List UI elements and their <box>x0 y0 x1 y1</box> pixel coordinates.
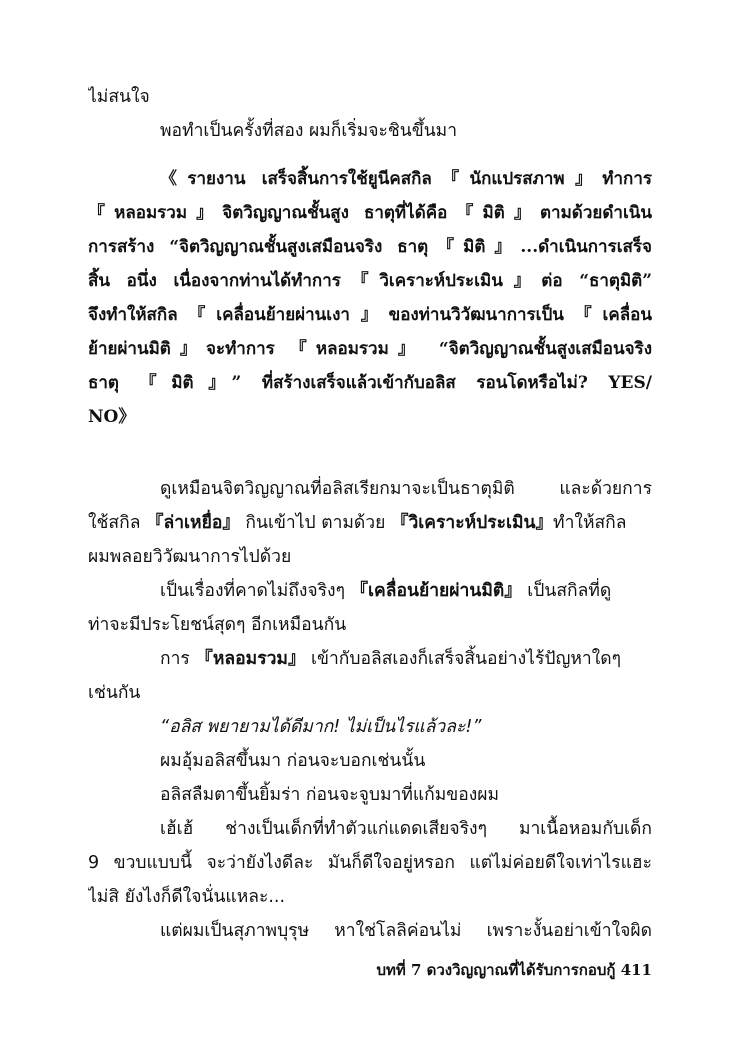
text-line <box>88 506 652 540</box>
system-line: จึงทำให้สกิล『เคลื่อนย้ายผ่านเงา』ของท่านวิวัฒนาการเป็น『เคลื่อน <box>88 305 652 325</box>
text-line: ท่าจะมีประโยชน์สุดๆ อีกเหมือนกัน <box>88 615 347 635</box>
skill-name: 『หลอมรวม』 <box>195 649 306 669</box>
dialogue-line: “อลิส พยายามได้ดีมาก! ไม่เป็นไรแล้วละ!” <box>160 717 482 737</box>
text-line: เฮ้เฮ้ ช่างเป็นเด็กที่ทำตัวแก่แดดเสียจริงๆ มาเนื้อหอมกับเด็ก <box>160 819 652 839</box>
text-line <box>88 574 652 608</box>
system-line: ย้ายผ่านมิติ』จะทำการ 『หลอมรวม』 “จิตวิญญาณชั้นสูงเสมือนจริง <box>88 339 652 359</box>
page-body <box>88 80 652 948</box>
text-line: ไม่สิ ยังไงก็ดีใจนั่นแหละ... <box>88 887 286 907</box>
skill-name: 『เคลื่อนย้ายผ่านมิติ』 <box>350 581 522 601</box>
text-span: การ <box>160 649 196 669</box>
skill-name: 『ล่าเหยื่อ』 <box>146 513 240 533</box>
skill-name: 『วิเคราะห์ประเมิน』 <box>390 513 554 533</box>
text-line: แต่ผมเป็นสุภาพบุรุษ หาใช่โลลิค่อนไม่ เพราะงั้นอย่าเข้าใจผิด <box>160 921 652 941</box>
system-line: NO》 <box>88 407 136 427</box>
text-span: เป็นสกิลที่ดู <box>521 581 612 601</box>
page-footer: บทที่ 7 ดวงวิญญาณที่ได้รับการกอบกู้ 411 <box>376 961 652 979</box>
text-span: กินเข้าไป ตามด้วย <box>239 513 391 533</box>
system-message <box>88 162 652 434</box>
text-line <box>88 642 652 676</box>
system-line: 『หลอมรวม』จิตวิญญาณชั้นสูง ธาตุที่ได้คือ『มิติ』ตามด้วยดำเนิน <box>88 203 652 223</box>
system-line: สิ้น อนึ่ง เนื่องจากท่านได้ทำการ『วิเคราะห์ประเมิน』ต่อ “ธาตุมิติ” <box>88 271 652 291</box>
text-line: 9 ขวบแบบนี้ จะว่ายังไงดีละ มันก็ดีใจอยู่หรอก แต่ไม่ค่อยดีใจเท่าไรแฮะ <box>88 853 652 873</box>
text-line: ไม่สนใจ <box>88 87 150 107</box>
system-line: การสร้าง “จิตวิญญาณชั้นสูงเสมือนจริง ธาตุ『มิติ』...ดำเนินการเสร็จ <box>88 237 652 257</box>
system-line: ธาตุ 『มิติ』” ที่สร้างเสร็จแล้วเข้ากับอลิส รอนโดหรือไม่? YES/ <box>88 373 652 393</box>
text-line: อลิสลืมตาขึ้นยิ้มร่า ก่อนจะจูบมาที่แก้มของผม <box>160 785 500 805</box>
text-line: ดูเหมือนจิตวิญญาณที่อลิสเรียกมาจะเป็นธาตุมิติ และด้วยการ <box>160 479 652 499</box>
text-line: พอทำเป็นครั้งที่สอง ผมก็เริ่มจะชินขึ้นมา <box>160 121 458 141</box>
text-line: เช่นกัน <box>88 683 141 703</box>
text-span: ทำให้สกิล <box>553 513 627 533</box>
text-line: ผมพลอยวิวัฒนาการไปด้วย <box>88 547 292 567</box>
system-line: 《รายงาน เสร็จสิ้นการใช้ยูนีคสกิล『นักแปรสภาพ』ทำการ <box>160 169 652 189</box>
text-line: ผมอุ้มอลิสขึ้นมา ก่อนจะบอกเช่นนั้น <box>160 751 426 771</box>
text-span: เป็นเรื่องที่คาดไม่ถึงจริงๆ <box>160 581 351 601</box>
text-span: ใช้สกิล <box>88 513 146 533</box>
text-span: เข้ากับอลิสเองก็เสร็จสิ้นอย่างไร้ปัญหาใดๆ <box>305 649 622 669</box>
